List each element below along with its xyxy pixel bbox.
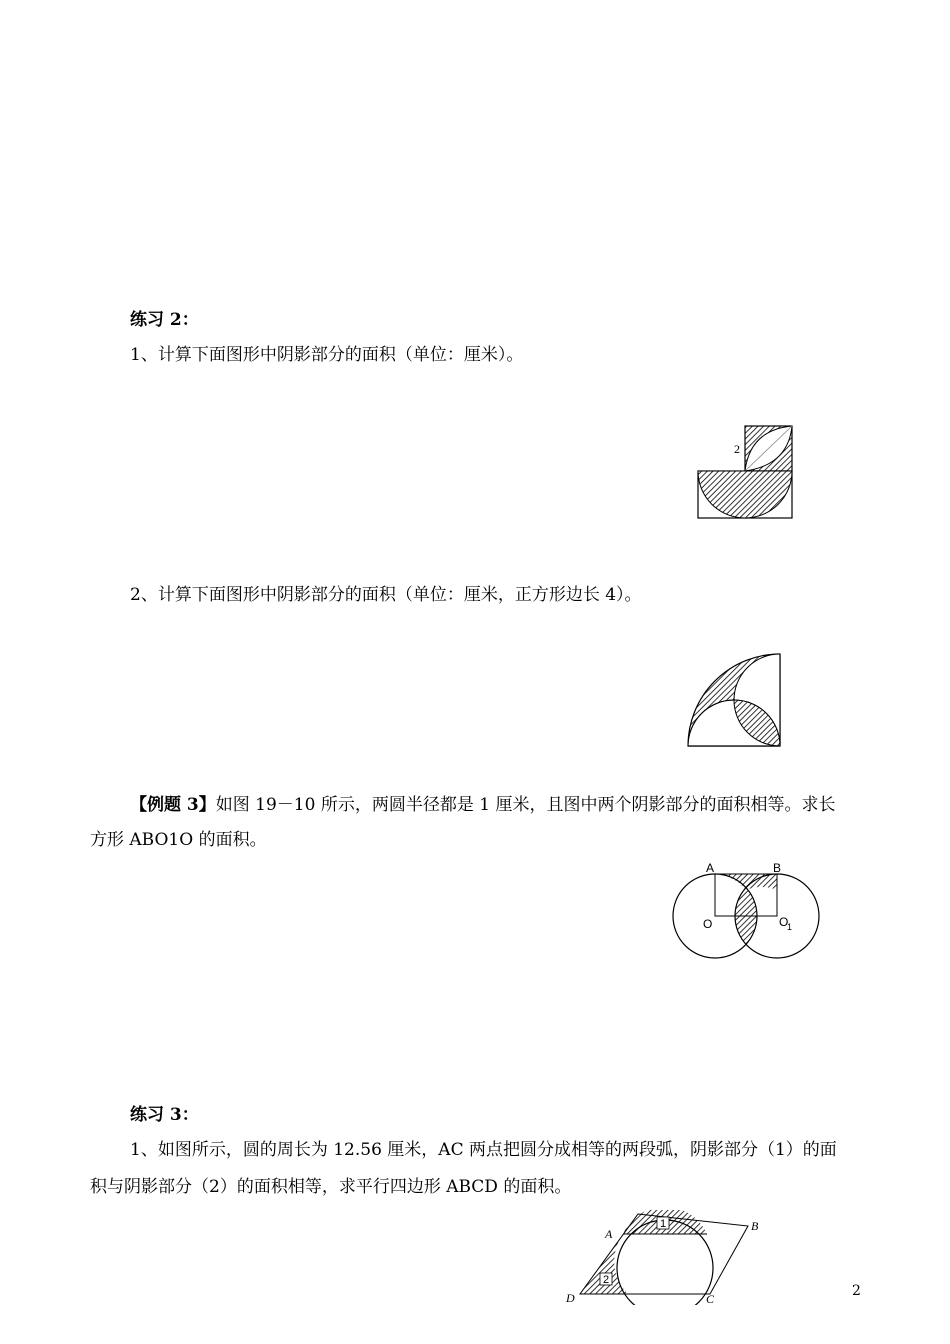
example3-tag: 【例题 3】	[130, 795, 216, 815]
label-C: C	[706, 1292, 715, 1305]
figure-square-semicircle	[690, 420, 800, 525]
label-D: D	[566, 1291, 575, 1305]
example3-line1	[130, 790, 835, 820]
practice2-heading: 练习 2：	[130, 310, 199, 330]
label-2: 2	[603, 1274, 610, 1286]
label-1: 1	[660, 1218, 667, 1230]
figure-two-circles	[665, 860, 835, 965]
label-O: O	[703, 917, 713, 931]
figure-quarter-circle	[680, 650, 790, 750]
figure-label-2: 2	[734, 442, 740, 456]
label-A: A	[605, 1227, 613, 1241]
page-number: 2	[852, 1283, 861, 1299]
example3-text-line1: 如图 19－10 所示，两圆半径都是 1 厘米，且图中两个阴影部分的面积相等。求长	[215, 795, 836, 815]
label-O1-subscript: 1	[787, 922, 793, 932]
practice3-question-line2: 积与阴影部分（2）的面积相等，求平行四边形 ABCD 的面积。	[90, 1177, 572, 1197]
example3-line2: 方形 ABO1O 的面积。	[90, 830, 267, 850]
practice2-question-2: 2、计算下面图形中阴影部分的面积（单位：厘米，正方形边长 4）。	[130, 585, 642, 605]
figure-parallelogram-circle	[560, 1210, 770, 1305]
practice3-heading: 练习 3：	[130, 1105, 199, 1125]
label-B: B	[751, 1219, 759, 1233]
label-B: B	[773, 861, 782, 875]
label-O1: O	[779, 915, 789, 929]
practice2-question-1: 1、计算下面图形中阴影部分的面积（单位：厘米）。	[130, 345, 524, 365]
practice3-question-line1: 1、如图所示，圆的周长为 12.56 厘米，AC 两点把圆分成相等的两段弧，阴影部分（1）的面	[130, 1140, 837, 1160]
label-A: A	[706, 861, 715, 875]
